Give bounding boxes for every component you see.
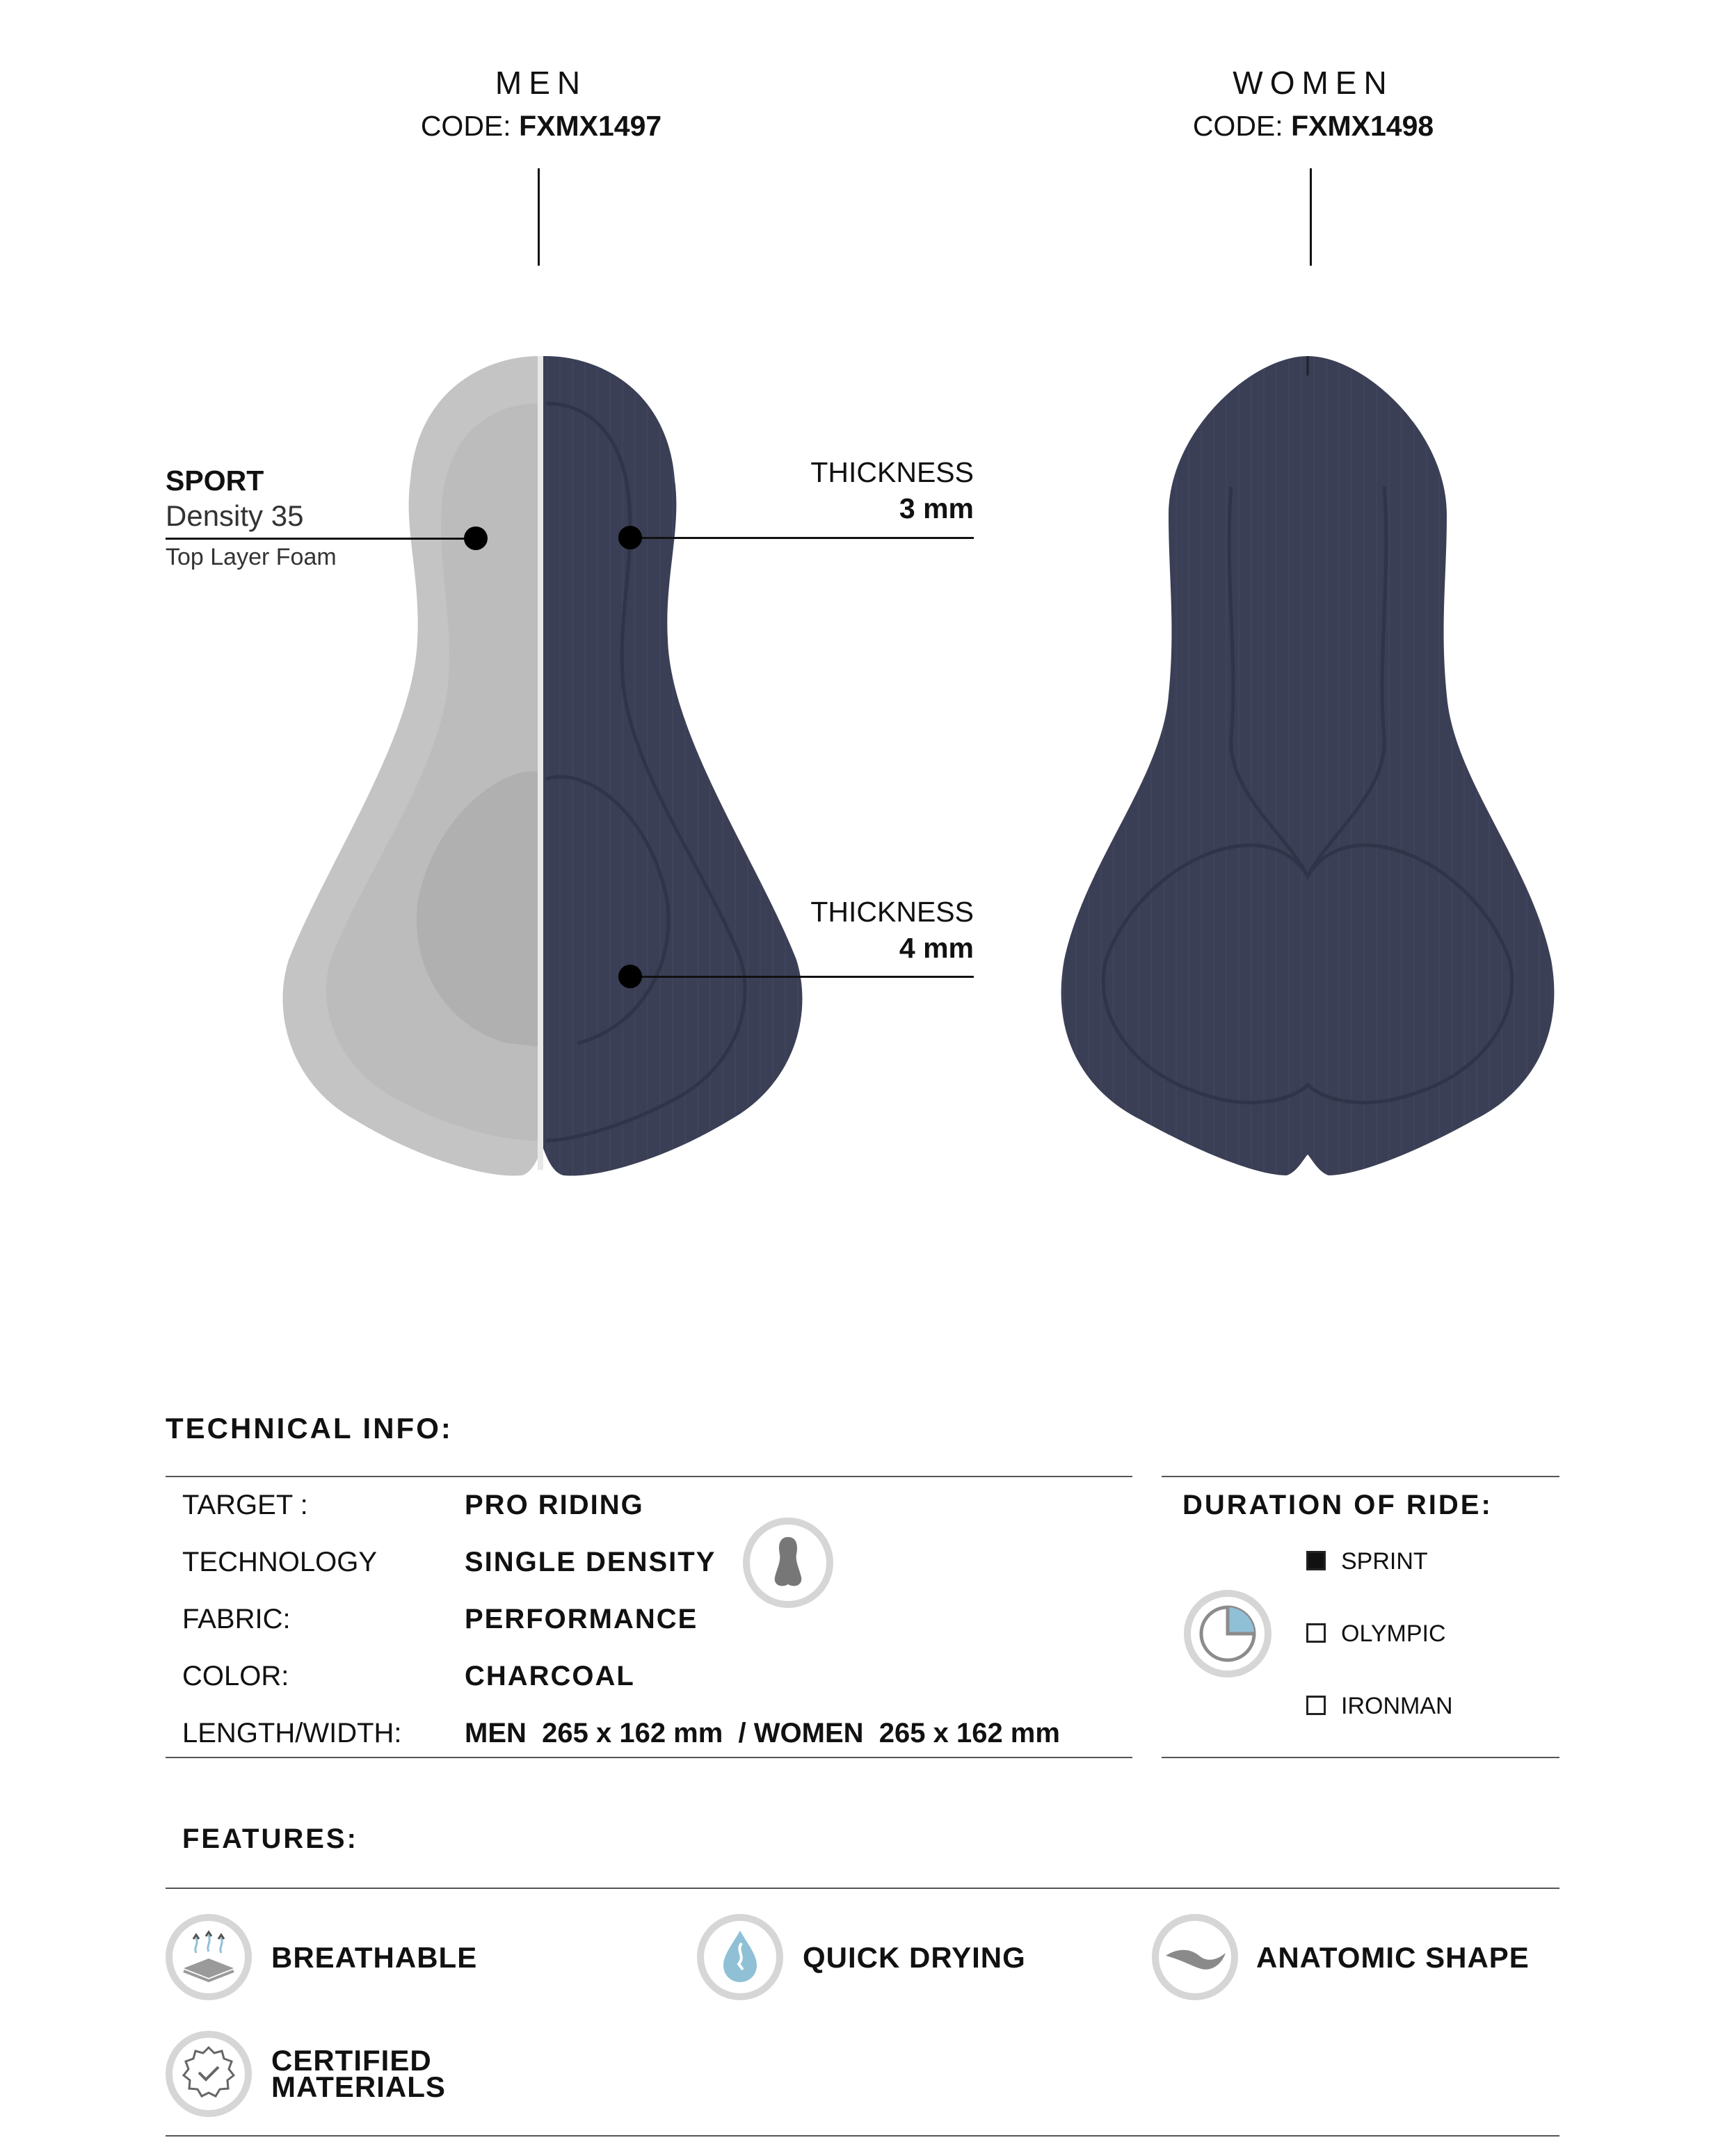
single-density-icon [741, 1516, 835, 1609]
tech-label-target: TARGET : [182, 1490, 308, 1520]
women-title: WOMEN [1233, 65, 1394, 101]
olympic-label: OLYMPIC [1341, 1620, 1446, 1647]
men-pad-illustration [278, 348, 807, 1189]
thickness-rear-dot [618, 965, 642, 988]
women-code [1105, 110, 1522, 143]
technical-top-rule [166, 1476, 1132, 1477]
feature-certified-line1: CERTIFIED [271, 2044, 432, 2077]
thickness-front-dot [618, 526, 642, 549]
features-bottom-rule [166, 2135, 1559, 2137]
foam-layer: Top Layer Foam [166, 544, 337, 570]
thickness-front-line [630, 537, 974, 539]
feature-breathable-label: BREATHABLE [271, 1941, 478, 1974]
men-title: MEN [495, 65, 588, 101]
tech-label-fabric: FABRIC: [182, 1604, 291, 1634]
duration-top-rule [1162, 1476, 1559, 1477]
thickness-rear-value: 4 mm [899, 932, 974, 964]
tech-value-target: PRO RIDING [465, 1490, 644, 1520]
thickness-rear-line [630, 976, 974, 978]
olympic-checkbox [1306, 1623, 1326, 1643]
duration-title: DURATION OF RIDE: [1182, 1490, 1493, 1520]
sprint-label: SPRINT [1341, 1548, 1428, 1575]
thickness-rear-label: THICKNESS [810, 896, 974, 928]
feature-certified-label [271, 2044, 446, 2103]
men-pointer-line [538, 168, 540, 266]
ironman-label: IRONMAN [1341, 1693, 1453, 1719]
duration-clock-icon [1181, 1587, 1274, 1680]
ironman-checkbox [1306, 1696, 1326, 1715]
men-code [332, 110, 750, 143]
certified-badge-icon [164, 2029, 253, 2118]
tech-value-fabric: PERFORMANCE [465, 1604, 698, 1634]
features-top-rule [166, 1888, 1559, 1889]
anatomic-shape-icon [1150, 1913, 1239, 2002]
women-pointer-line [1310, 168, 1312, 266]
foam-name: SPORT [166, 465, 264, 497]
feature-quick-drying-label: QUICK DRYING [803, 1941, 1026, 1974]
breathable-icon [164, 1913, 253, 2002]
technical-bottom-rule [166, 1757, 1132, 1758]
tech-value-technology: SINGLE DENSITY [465, 1547, 716, 1577]
tech-label-color: COLOR: [182, 1661, 289, 1691]
duration-bottom-rule [1162, 1757, 1559, 1758]
tech-label-length-width: LENGTH/WIDTH: [182, 1718, 402, 1748]
women-code-value: FXMX1498 [1291, 110, 1434, 142]
women-code-label: CODE: [1192, 110, 1283, 142]
sprint-checkbox [1306, 1551, 1326, 1570]
feature-anatomic-shape-label: ANATOMIC SHAPE [1256, 1941, 1530, 1974]
tech-value-length-width: MEN 265 x 162 mm / WOMEN 265 x 162 mm [465, 1718, 1060, 1748]
technical-info-title: TECHNICAL INFO: [166, 1412, 453, 1445]
tech-value-color: CHARCOAL [465, 1661, 635, 1691]
foam-callout-line [166, 538, 476, 540]
feature-certified-line2: MATERIALS [271, 2070, 446, 2103]
water-drop-icon [696, 1913, 785, 2002]
men-code-label: CODE: [420, 110, 511, 142]
women-pad-illustration [1057, 348, 1558, 1189]
foam-callout-dot [464, 526, 488, 550]
tech-label-technology: TECHNOLOGY [182, 1547, 378, 1577]
foam-density: Density 35 [166, 499, 304, 532]
thickness-front-label: THICKNESS [810, 456, 974, 488]
features-title: FEATURES: [182, 1824, 358, 1854]
thickness-front-value: 3 mm [899, 492, 974, 524]
men-code-value: FXMX1497 [519, 110, 662, 142]
